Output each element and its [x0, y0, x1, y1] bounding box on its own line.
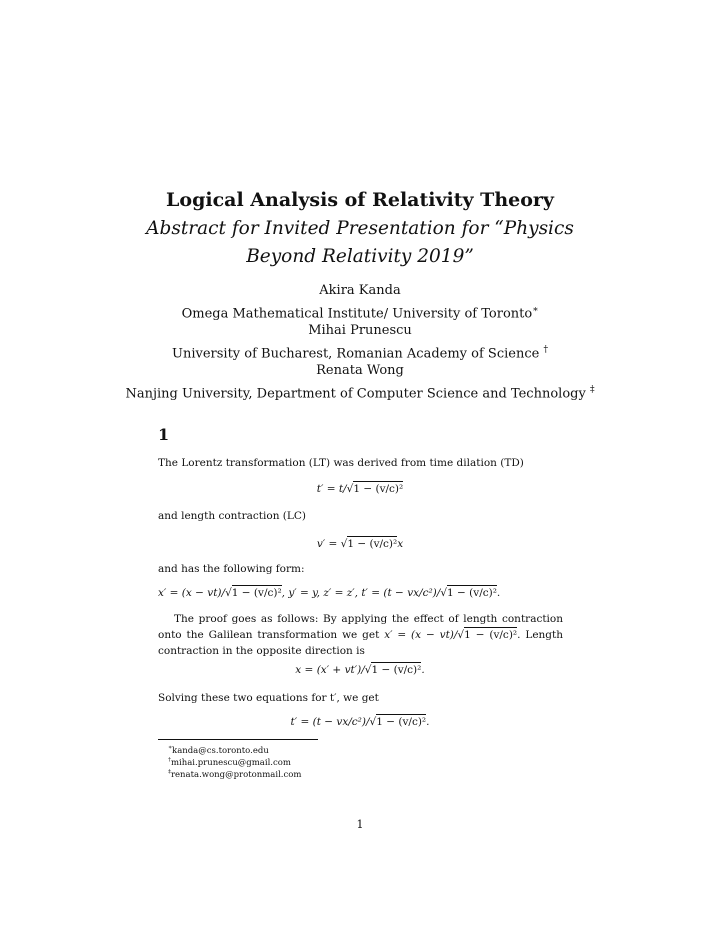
author-affiliation-1: Omega Mathematical Institute/ University of Toronto∗ [181, 305, 539, 322]
paragraph-following-form: and has the following form: [158, 563, 305, 575]
footnote-1: ∗kanda@cs.toronto.edu [168, 744, 269, 756]
author-name-1: Akira Kanda [319, 283, 401, 298]
paragraph-proof: The proof goes as follows: By applying the effect of length contraction onto the Galilean transformation we get x′ = (x − vt)/√1 − (v/c)². Length contraction in the opposite direction is [158, 613, 563, 657]
equation-inverse-contraction: x = (x′ + vt′)/√1 − (v/c)². [295, 664, 425, 676]
paper-title: Logical Analysis of Relativity Theory [166, 189, 554, 211]
author-affiliation-3: Nanjing University, Department of Computer Science and Technology ‡ [125, 385, 595, 402]
paragraph-length-contraction: and length contraction (LC) [158, 510, 306, 522]
section-heading: 1 [158, 425, 170, 444]
equation-time-dilation: t′ = t/√1 − (v/c)² [316, 483, 404, 495]
author-name-3: Renata Wong [316, 363, 404, 378]
equation-length-contraction: v′ = √1 − (v/c)²x [316, 538, 404, 550]
equation-lorentz-transformation: x′ = (x − vt)/√1 − (v/c)², y′ = y, z′ = z′, t′ = (t − vx/c²)/√1 − (v/c)². [158, 587, 501, 599]
author-name-2: Mihai Prunescu [308, 323, 412, 338]
page-number: 1 [356, 818, 364, 831]
author-affiliation-2: University of Bucharest, Romanian Academy of Science † [172, 345, 548, 362]
footnote-rule [158, 739, 318, 740]
paragraph-solving: Solving these two equations for t′, we get [158, 692, 379, 704]
equation-solution: t′ = (t − vx/c²)/√1 − (v/c)². [290, 716, 430, 728]
footnote-3: ‡renata.wong@protonmail.com [168, 768, 302, 780]
paper-subtitle-line-1: Abstract for Invited Presentation for “Physics [146, 218, 574, 239]
paper-subtitle-line-2: Beyond Relativity 2019” [246, 246, 474, 267]
footnote-2: †mihai.prunescu@gmail.com [168, 756, 291, 768]
paragraph-lorentz-intro: The Lorentz transformation (LT) was derived from time dilation (TD) [158, 457, 524, 469]
